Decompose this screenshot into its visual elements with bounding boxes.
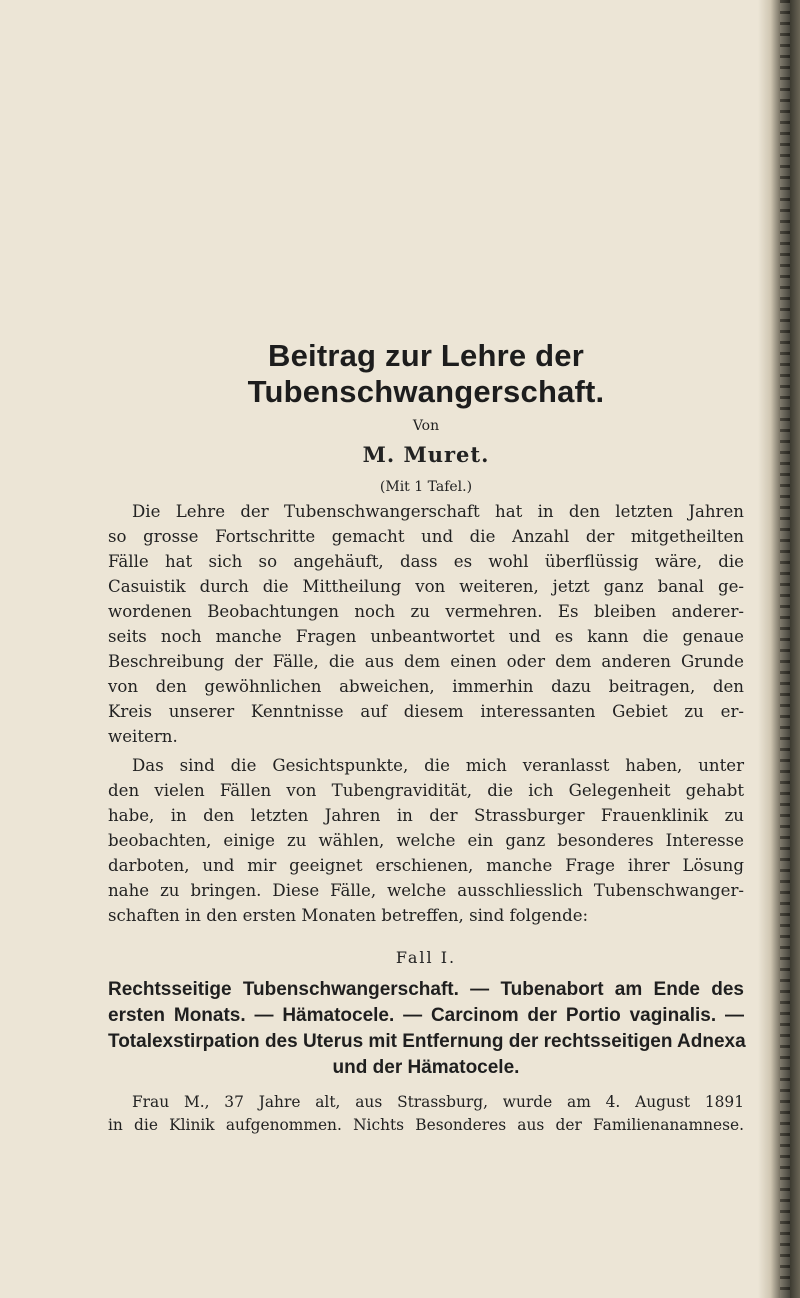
- text-line: in die Klinik aufgenommen. Nichts Besonderes aus der Familienanamnese.: [108, 1116, 744, 1134]
- text-line: Beschreibung der Fälle, die aus dem einen oder dem anderen Grunde: [108, 652, 744, 671]
- page-edge-shadow: [758, 0, 800, 1298]
- text-line: Kreis unserer Kenntnisse auf diesem interessanten Gebiet zu er-: [108, 702, 744, 721]
- text-line: Fälle hat sich so angehäuft, dass es wohl überflüssig wäre, die: [108, 552, 744, 571]
- case-label: Fall I.: [395, 948, 457, 967]
- case-heading: [108, 977, 744, 1081]
- text-line: so grosse Fortschritte gemacht und die Anzahl der mitgetheilten: [108, 527, 744, 546]
- article-title: Beitrag zur Lehre der Tubenschwangerschaft.: [247, 338, 605, 409]
- text-line: Casuistik durch die Mittheilung von weiteren, jetzt ganz banal ge-: [108, 577, 744, 596]
- text-line: den vielen Fällen von Tubengravidität, die ich Gelegenheit gehabt: [108, 781, 744, 800]
- heading-line: und der Hämatocele.: [332, 1057, 520, 1078]
- text-line: Das sind die Gesichtspunkte, die mich veranlasst haben, unter: [132, 756, 744, 775]
- text-line: darboten, und mir geeignet erschienen, manche Frage ihrer Lösung: [108, 856, 744, 875]
- text-line: Die Lehre der Tubenschwangerschaft hat in den letzten Jahren: [132, 502, 744, 521]
- paragraph-intro: [108, 499, 744, 749]
- heading-line: ersten Monats. — Hämatocele. — Carcinom der Portio vaginalis. —: [108, 1005, 744, 1026]
- text-line: seits noch manche Fragen unbeantwortet und es kann die genaue: [108, 627, 744, 646]
- author-name: M. Muret.: [362, 442, 490, 467]
- text-line: von den gewöhnlichen abweichen, immerhin dazu beitragen, den: [108, 677, 744, 696]
- text-line: wordenen Beobachtungen noch zu vermehren. Es bleiben anderer-: [108, 602, 744, 621]
- text-line: weitern.: [108, 727, 178, 746]
- text-line: beobachten, einige zu wählen, welche ein ganz besonderes Interesse: [108, 831, 744, 850]
- text-line: nahe zu bringen. Diese Fälle, welche ausschliesslich Tubenschwanger-: [108, 881, 744, 900]
- plate-note: (Mit 1 Tafel.): [379, 479, 473, 495]
- case-text: [108, 1091, 744, 1137]
- heading-line: Rechtsseitige Tubenschwangerschaft. — Tubenabort am Ende des: [108, 979, 744, 1000]
- text-line: Frau M., 37 Jahre alt, aus Strassburg, wurde am 4. August 1891: [132, 1093, 744, 1111]
- article: [108, 338, 744, 1137]
- paragraph-cases: [108, 753, 744, 928]
- text-line: habe, in den letzten Jahren in der Strassburger Frauenklinik zu: [108, 806, 744, 825]
- binding-edge: [780, 0, 790, 1298]
- byline: Von: [412, 418, 440, 434]
- text-line: schaften in den ersten Monaten betreffen, sind folgende:: [108, 906, 589, 925]
- heading-line: Totalexstirpation des Uterus mit Entfernung der rechtsseitigen Adnexa: [108, 1031, 746, 1052]
